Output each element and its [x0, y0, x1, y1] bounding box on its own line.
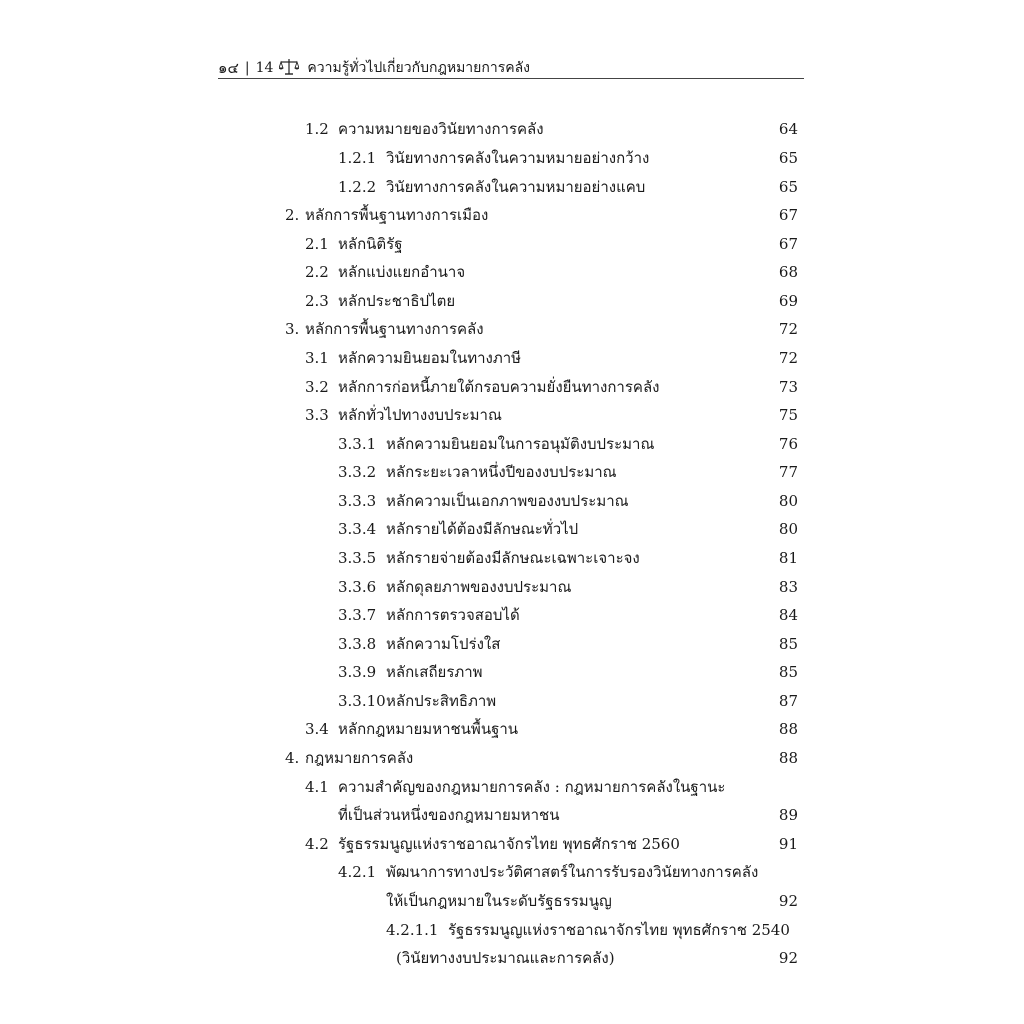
toc-entry-number: 4.2.1.1: [386, 921, 439, 939]
toc-entry: [338, 862, 758, 882]
toc-entry-number: 3.3.8: [338, 635, 377, 653]
toc-entry: [285, 319, 484, 339]
toc-entry: [305, 834, 680, 854]
toc-entry-continuation: [396, 948, 615, 968]
toc-page-number: 80: [778, 520, 798, 538]
page-number: 14: [255, 60, 274, 76]
toc-entry: [338, 462, 617, 482]
toc-entry-title: วินัยทางการคลังในความหมายอย่างแคบ: [386, 178, 646, 196]
toc-entry-title: หลักการตรวจสอบได้: [386, 606, 520, 624]
toc-entry-number: 3.3.7: [338, 606, 377, 624]
toc-entry: [338, 577, 571, 597]
toc-entry-title: หลักความยินยอมในการอนุมัติงบประมาณ: [386, 435, 655, 453]
toc-page-number: 75: [778, 406, 798, 424]
toc-entry: [305, 348, 521, 368]
toc-entry-number: 2.3: [305, 292, 329, 310]
toc-page-number: 64: [778, 120, 798, 138]
toc-page-number: 88: [778, 720, 798, 738]
book-title: ความรู้ทั่วไปเกี่ยวกับกฎหมายการคลัง: [307, 60, 530, 76]
toc-entry-title: กฎหมายการคลัง: [305, 749, 414, 767]
toc-entry: [285, 748, 413, 768]
toc-entry-number: 3.2: [305, 378, 329, 396]
toc-entry-title: พัฒนาการทางประวัติศาสตร์ในการรับรองวินัยทางการคลัง: [386, 863, 759, 881]
toc-page-number: 67: [778, 206, 798, 224]
toc-entry-title: หลักทั่วไปทางงบประมาณ: [338, 406, 502, 424]
toc-entry-number: 2.1: [305, 235, 329, 253]
toc-entry-title: หลักประชาธิปไตย: [338, 292, 456, 310]
toc-entry: [338, 605, 520, 625]
toc-entry-number: 3.3.5: [338, 549, 377, 567]
toc-entry: [338, 548, 640, 568]
toc-entry-number: 3.3: [305, 406, 329, 424]
toc-entry-number: 3.3.6: [338, 578, 377, 596]
toc-entry-number: 4.1: [305, 778, 329, 796]
toc-entry-title: หลักความเป็นเอกภาพของงบประมาณ: [386, 492, 629, 510]
toc-entry-title: หลักเสถียรภาพ: [386, 663, 483, 681]
header-divider: |: [244, 60, 250, 76]
toc-page-number: 87: [778, 692, 798, 710]
toc-entry-title: หลักความโปร่งใส: [386, 635, 501, 653]
toc-entry: [285, 205, 488, 225]
toc-page-number: 68: [778, 263, 798, 281]
toc-entry-title: หลักการพื้นฐานทางการเมือง: [305, 206, 489, 224]
toc-page-number: 76: [778, 435, 798, 453]
toc-page-number: 88: [778, 749, 798, 767]
toc-entry-number: 4.: [285, 749, 300, 767]
toc-entry-title: หลักนิติรัฐ: [338, 235, 403, 253]
toc-page-number: 92: [778, 949, 798, 967]
toc-entry: [305, 234, 403, 254]
toc-entry: [305, 262, 465, 282]
toc-entry-title: หลักรายจ่ายต้องมีลักษณะเฉพาะเจาะจง: [386, 549, 640, 567]
toc-entry-number: 2.: [285, 206, 300, 224]
toc-page-number: 89: [778, 806, 798, 824]
toc-entry-title: รัฐธรรมนูญแห่งราชอาณาจักรไทย พุทธศักราช 2540: [448, 921, 790, 939]
toc-entry-number: 3.3.9: [338, 663, 377, 681]
toc-page-number: 67: [778, 235, 798, 253]
toc-entry-number: 3.3.10: [338, 692, 386, 710]
toc-entry-title: หลักรายได้ต้องมีลักษณะทั่วไป: [386, 520, 579, 538]
toc-entry: [338, 634, 500, 654]
toc-entry-number: 3.1: [305, 349, 329, 367]
toc-page-number: 83: [778, 578, 798, 596]
toc-page-number: 77: [778, 463, 798, 481]
toc-entry-title: หลักการก่อหนี้ภายใต้กรอบความยั่งยืนทางการคลัง: [338, 378, 660, 396]
toc-entry-number: 1.2.1: [338, 149, 377, 167]
toc-entry: [338, 519, 578, 539]
toc-entry-number: 3.3.4: [338, 520, 377, 538]
toc-page-number: 84: [778, 606, 798, 624]
toc-entry-number: 4.2.1: [338, 863, 377, 881]
toc-entry: [305, 291, 455, 311]
toc-entry-number: 3.3.3: [338, 492, 377, 510]
toc-entry: [338, 491, 629, 511]
toc-page-number: 81: [778, 549, 798, 567]
toc-page-number: 72: [778, 349, 798, 367]
toc-entry: [305, 719, 518, 739]
toc-entry-number: 3.4: [305, 720, 329, 738]
toc-entry-title: หลักความยินยอมในทางภาษี: [338, 349, 522, 367]
toc-entry: [338, 148, 649, 168]
toc-page-number: 85: [778, 635, 798, 653]
toc-entry-number: 1.2.2: [338, 178, 377, 196]
toc-page-number: 73: [778, 378, 798, 396]
toc-page-number: 65: [778, 149, 798, 167]
toc-entry: [338, 434, 654, 454]
toc-entry: [305, 405, 502, 425]
toc-entry-number: 4.2: [305, 835, 329, 853]
toc-entry-continuation: [386, 891, 612, 911]
toc-page-number: 92: [778, 892, 798, 910]
toc-entry: [338, 691, 496, 711]
toc-entry-continuation: [338, 805, 559, 825]
toc-entry-title: (วินัยทางงบประมาณและการคลัง): [396, 949, 615, 967]
toc-entry-title: ความหมายของวินัยทางการคลัง: [338, 120, 544, 138]
toc-entry-title: ที่เป็นส่วนหนึ่งของกฎหมายมหาชน: [338, 806, 560, 824]
toc-entry-number: 1.2: [305, 120, 329, 138]
toc-entry-number: 3.: [285, 320, 300, 338]
toc-page-number: 69: [778, 292, 798, 310]
toc-entry: [305, 777, 725, 797]
toc-entry-title: รัฐธรรมนูญแห่งราชอาณาจักรไทย พุทธศักราช 2560: [338, 835, 680, 853]
toc-entry: [305, 119, 544, 139]
toc-entry: [386, 920, 790, 940]
toc-entry-title: หลักประสิทธิภาพ: [386, 692, 497, 710]
toc-entry-number: 2.2: [305, 263, 329, 281]
toc-page-number: 91: [778, 835, 798, 853]
toc-entry-number: 3.3.2: [338, 463, 377, 481]
toc-entry-title: วินัยทางการคลังในความหมายอย่างกว้าง: [386, 149, 650, 167]
toc-page-number: 65: [778, 178, 798, 196]
toc-entry-title: ความสำคัญของกฎหมายการคลัง : กฎหมายการคลังในฐานะ: [338, 778, 726, 796]
toc-entry-title: หลักดุลยภาพของงบประมาณ: [386, 578, 572, 596]
toc-entry: [338, 177, 645, 197]
toc-entry-number: 3.3.1: [338, 435, 377, 453]
toc-page-number: 80: [778, 492, 798, 510]
toc-entry-title: หลักแบ่งแยกอำนาจ: [338, 263, 466, 281]
toc-page-number: 72: [778, 320, 798, 338]
toc-entry-title: หลักระยะเวลาหนึ่งปีของงบประมาณ: [386, 463, 617, 481]
toc-entry-title: หลักกฎหมายมหาชนพื้นฐาน: [338, 720, 519, 738]
toc-entry: [338, 662, 483, 682]
toc-entry: [305, 377, 659, 397]
toc-entry-title: ให้เป็นกฎหมายในระดับรัฐธรรมนูญ: [386, 892, 612, 910]
toc-page-number: 85: [778, 663, 798, 681]
thai-page-number: ๑๔: [218, 59, 239, 77]
toc-entry-title: หลักการพื้นฐานทางการคลัง: [305, 320, 484, 338]
